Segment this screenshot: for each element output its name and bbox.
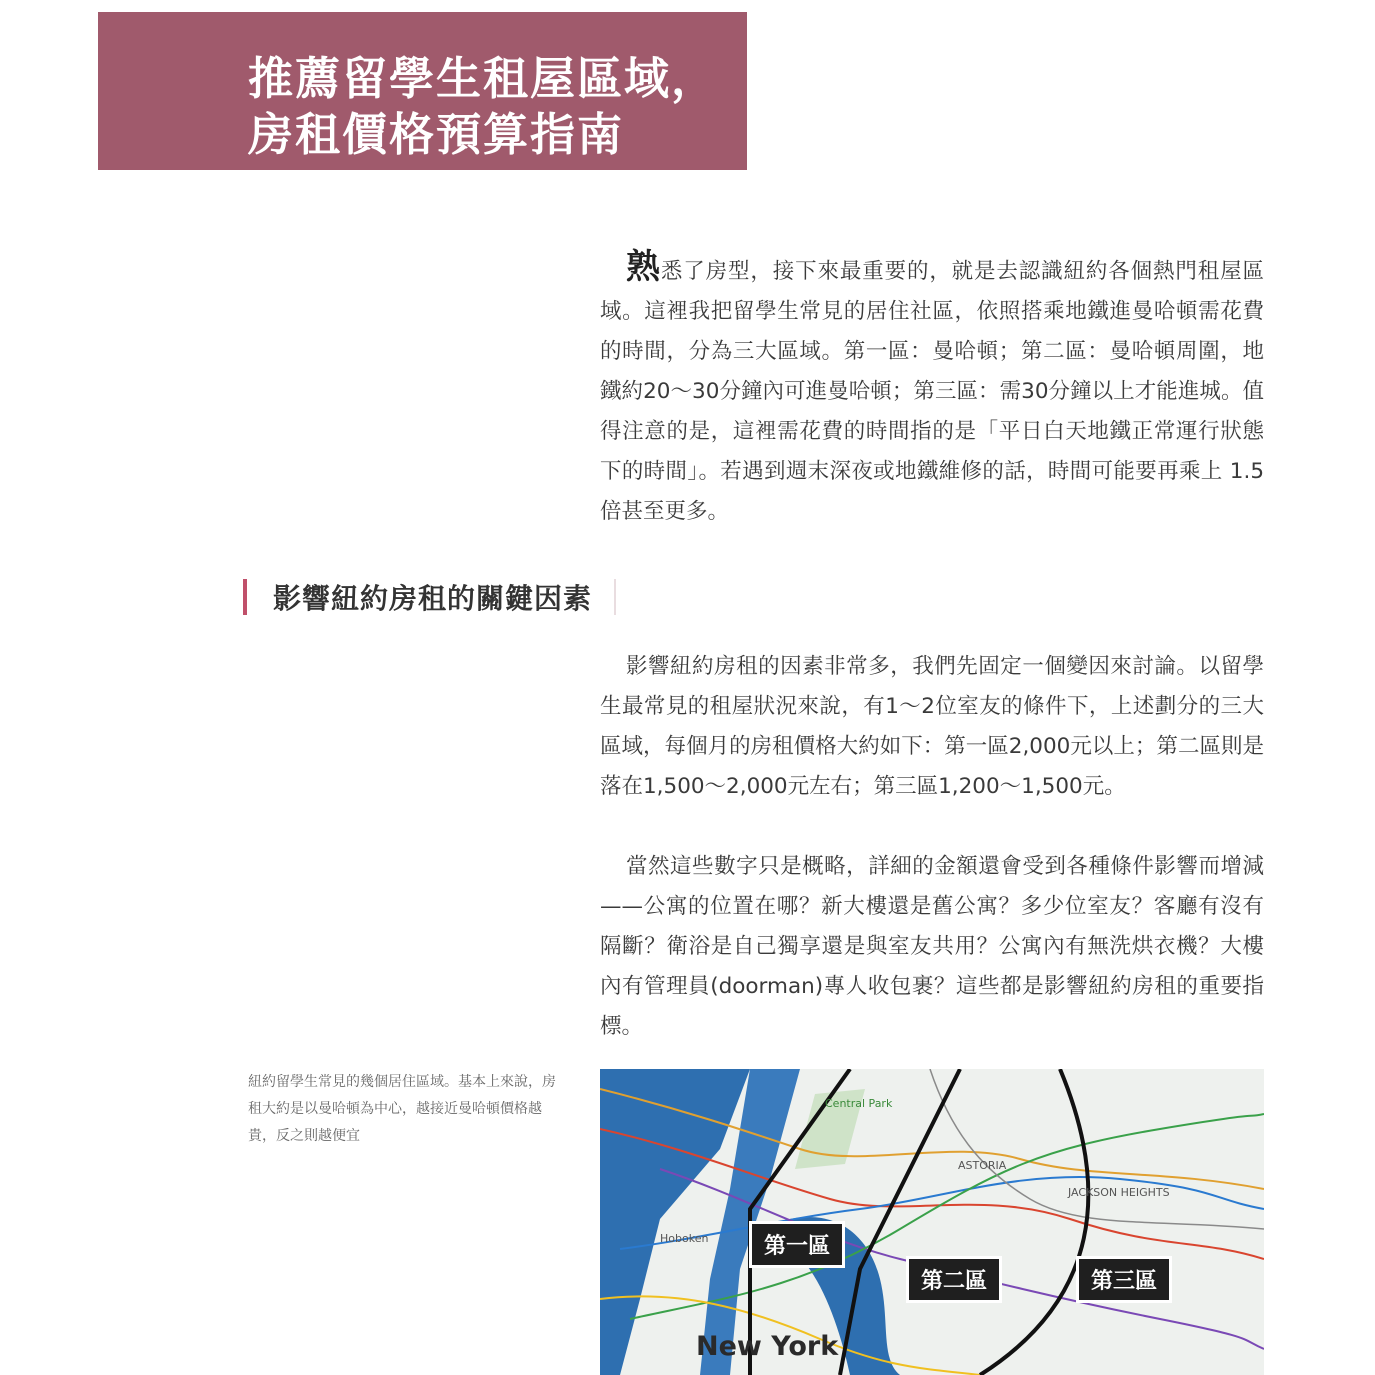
zone-map — [600, 1069, 1264, 1375]
page-title-line-1: 推薦留學生租屋區域， — [248, 52, 719, 105]
map-graphic — [600, 1069, 1264, 1375]
intro-text: 悉了房型，接下來最重要的，就是去認識紐約各個熱門租屋區域。這裡我把留學生常見的居住社區，依照搭乘地鐵進曼哈頓需花費的時間，分為三大區域。第一區：曼哈頓；第二區：曼哈頓周圍，地鐵約20～30分鐘內可進曼哈頓；第三區：需30分鐘以上才能進城。值得注意的是，這裡需花費的時間指的是「平日白天地鐵正常運行狀態下的時間」。若遇到週末深夜或地鐵維修的話，時間可能要再乘上 1.5 倍甚至更多。 — [600, 259, 1264, 524]
label-astoria: ASTORIA — [958, 1159, 1007, 1172]
label-central-park: Central Park — [825, 1097, 893, 1110]
drop-cap: 熟 — [626, 247, 661, 287]
section-heading — [243, 578, 616, 616]
page-title-line-2: 房租價格預算指南 — [248, 108, 625, 161]
section-accent-bar — [243, 579, 247, 615]
label-new-york: New York — [696, 1331, 839, 1362]
label-jackson-heights: JACKSON HEIGHTS — [1068, 1186, 1170, 1199]
zone-2-label: 第二區 — [906, 1256, 1002, 1303]
label-hoboken: Hoboken — [660, 1232, 709, 1245]
figure-caption: 紐約留學生常見的幾個居住區域。基本上來說，房租大約是以曼哈頓為中心，越接近曼哈頓價格越貴，反之則越便宜 — [248, 1074, 556, 1144]
zone-3-label: 第三區 — [1076, 1256, 1172, 1303]
section-end-divider — [614, 579, 616, 615]
title-banner — [98, 12, 747, 170]
section-title: 影響紐約房租的關鍵因素 — [273, 582, 593, 615]
zone-1-label: 第一區 — [749, 1221, 845, 1268]
intro-paragraph — [600, 247, 1264, 532]
section-paragraph-1: 影響紐約房租的因素非常多，我們先固定一個變因來討論。以留學生最常見的租屋狀況來說，有1～2位室友的條件下，上述劃分的三大區域，每個月的房租價格大約如下：第一區2,000元以上；第二區則是落在1,500～2,000元左右；第三區1,200～1,500元。 — [600, 654, 1264, 799]
section-paragraph-2: 當然這些數字只是概略，詳細的金額還會受到各種條件影響而增減——公寓的位置在哪？新大樓還是舊公寓？多少位室友？客廳有沒有隔斷？衛浴是自己獨享還是與室友共用？公寓內有無洗烘衣機？大樓內有管理員(doorman)專人收包裹？這些都是影響紐約房租的重要指標。 — [600, 854, 1264, 1039]
